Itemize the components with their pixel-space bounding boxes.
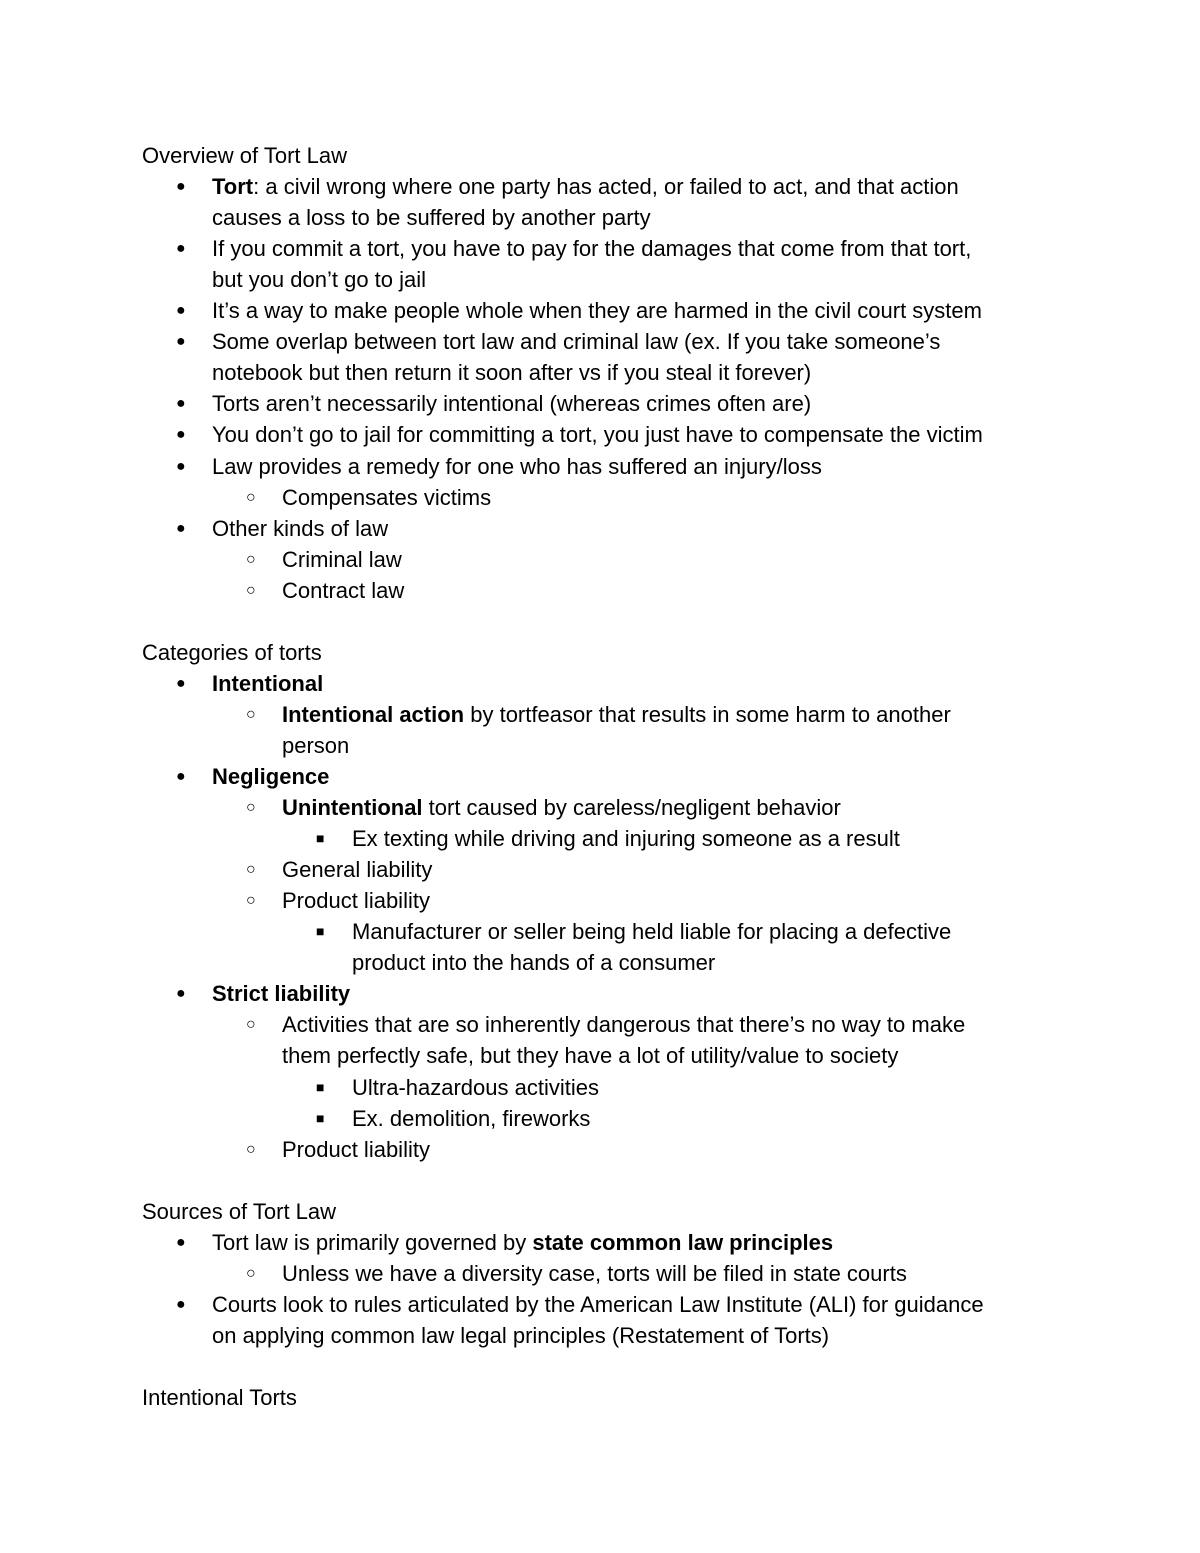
- bullet-disc-icon: ●: [176, 240, 186, 258]
- list-item: [282, 482, 491, 513]
- item-text: causes a loss to be suffered by another party: [212, 205, 651, 231]
- list-item-continuation: [212, 264, 426, 295]
- section-heading: Sources of Tort Law: [142, 1198, 337, 1224]
- item-text: Torts aren’t necessarily intentional (whereas crimes often are): [212, 391, 812, 417]
- bullet-circle-icon: ○: [246, 705, 256, 723]
- item-text: General liability: [282, 857, 433, 883]
- bold-term: Intentional: [212, 670, 324, 696]
- list-item: [212, 451, 822, 482]
- list-item: [212, 1289, 984, 1320]
- section-heading: Categories of torts: [142, 639, 322, 665]
- list-item: [352, 916, 951, 947]
- list-item: [282, 1134, 430, 1165]
- bold-term: Unintentional: [282, 795, 423, 821]
- bullet-disc-icon: ●: [176, 1295, 186, 1313]
- bold-term: Intentional action: [282, 701, 465, 727]
- item-text: Criminal law: [282, 546, 402, 572]
- item-text: Some overlap between tort law and criminal law (ex. If you take someone’s: [212, 329, 941, 355]
- bullet-disc-icon: ●: [176, 395, 186, 413]
- item-text: on applying common law legal principles (Restatement of Torts): [212, 1322, 830, 1348]
- item-text: Product liability: [282, 1136, 430, 1162]
- bullet-circle-icon: ○: [246, 1140, 256, 1158]
- bullet-disc-icon: ●: [176, 674, 186, 692]
- list-item-continuation: [212, 202, 651, 233]
- list-item: [212, 295, 982, 326]
- list-item: [352, 1072, 599, 1103]
- item-text: by tortfeasor that results in some harm to another: [464, 701, 951, 727]
- list-item: [212, 388, 811, 419]
- item-text: Manufacturer or seller being held liable for placing a defective: [352, 919, 952, 945]
- item-text: notebook but then return it soon after vs if you steal it forever): [212, 360, 812, 386]
- item-text: but you don’t go to jail: [212, 267, 427, 293]
- item-text: them perfectly safe, but they have a lot of utility/value to society: [282, 1043, 899, 1069]
- bullet-disc-icon: ●: [176, 426, 186, 444]
- item-text: Ex texting while driving and injuring someone as a result: [352, 826, 900, 852]
- bullet-disc-icon: ●: [176, 302, 186, 320]
- item-text: person: [282, 732, 350, 758]
- item-text: Activities that are so inherently dangerous that there’s no way to make: [282, 1012, 966, 1038]
- item-text: You don’t go to jail for committing a tort, you just have to compensate the victim: [212, 422, 983, 448]
- list-item: [352, 823, 900, 854]
- item-text: Courts look to rules articulated by the American Law Institute (ALI) for guidance: [212, 1291, 984, 1317]
- section-heading: Overview of Tort Law: [142, 143, 348, 168]
- item-text: Product liability: [282, 888, 430, 914]
- bullet-circle-icon: ○: [246, 861, 256, 879]
- item-text: Tort law is primarily governed by: [212, 1229, 533, 1255]
- list-item: [212, 171, 959, 202]
- list-item-continuation: [282, 1040, 898, 1071]
- list-item: [212, 513, 388, 544]
- item-text: Ultra-hazardous activities: [352, 1074, 599, 1100]
- list-item-continuation: [282, 730, 349, 761]
- bold-term: Negligence: [212, 764, 330, 789]
- bold-term: Tort: [212, 174, 254, 200]
- list-item: [212, 1227, 833, 1258]
- item-text: Contract law: [282, 577, 405, 603]
- item-text: product into the hands of a consumer: [352, 950, 716, 976]
- list-item: [282, 885, 430, 916]
- list-item-continuation: [212, 357, 811, 388]
- list-item: [212, 978, 350, 1009]
- list-item: [282, 1009, 965, 1040]
- bullet-disc-icon: ●: [176, 333, 186, 351]
- item-text: Ex. demolition, fireworks: [352, 1105, 591, 1131]
- bullet-disc-icon: ●: [176, 519, 186, 537]
- bullet-square-icon: ■: [316, 830, 325, 847]
- item-text: It’s a way to make people whole when they are harmed in the civil court system: [212, 298, 982, 324]
- list-item-continuation: [212, 1320, 829, 1351]
- section-heading: Intentional Torts: [142, 1385, 297, 1410]
- list-item: [212, 326, 940, 357]
- list-item: [282, 699, 951, 730]
- list-item: [352, 1103, 590, 1134]
- bullet-circle-icon: ○: [246, 799, 256, 817]
- item-text: tort caused by careless/negligent behavior: [422, 795, 841, 821]
- bullet-disc-icon: ●: [176, 768, 186, 785]
- item-text: Compensates victims: [282, 484, 492, 510]
- list-item: [282, 792, 841, 823]
- bullet-square-icon: ■: [316, 1078, 325, 1095]
- bullet-disc-icon: ●: [176, 457, 186, 475]
- list-item: [282, 575, 404, 606]
- bullet-circle-icon: ○: [246, 1016, 256, 1034]
- list-item: [212, 233, 971, 264]
- list-item: [282, 1258, 907, 1289]
- bullet-square-icon: ■: [316, 1109, 325, 1126]
- bold-term: Strict liability: [212, 981, 351, 1007]
- bullet-square-icon: ■: [316, 923, 325, 940]
- bullet-disc-icon: ●: [176, 1233, 186, 1251]
- list-item: [282, 544, 402, 575]
- bullet-circle-icon: ○: [246, 550, 256, 568]
- bullet-circle-icon: ○: [246, 581, 256, 599]
- item-text: Other kinds of law: [212, 515, 389, 541]
- list-item: [212, 761, 329, 792]
- item-text: If you commit a tort, you have to pay for the damages that come from that tort,: [212, 236, 972, 262]
- list-item: [282, 854, 432, 885]
- list-item-continuation: [352, 947, 715, 978]
- bullet-circle-icon: ○: [246, 488, 256, 506]
- bullet-circle-icon: ○: [246, 892, 256, 910]
- item-text: Law provides a remedy for one who has suffered an injury/loss: [212, 453, 822, 479]
- list-item: [212, 668, 323, 699]
- bold-term: state common law principles: [532, 1229, 834, 1255]
- item-text: Unless we have a diversity case, torts will be filed in state courts: [282, 1260, 907, 1286]
- item-text: : a civil wrong where one party has acted, or failed to act, and that action: [253, 174, 959, 200]
- bullet-disc-icon: ●: [176, 178, 186, 196]
- list-item: [212, 419, 983, 450]
- bullet-circle-icon: ○: [246, 1264, 256, 1282]
- bullet-disc-icon: ●: [176, 985, 186, 1003]
